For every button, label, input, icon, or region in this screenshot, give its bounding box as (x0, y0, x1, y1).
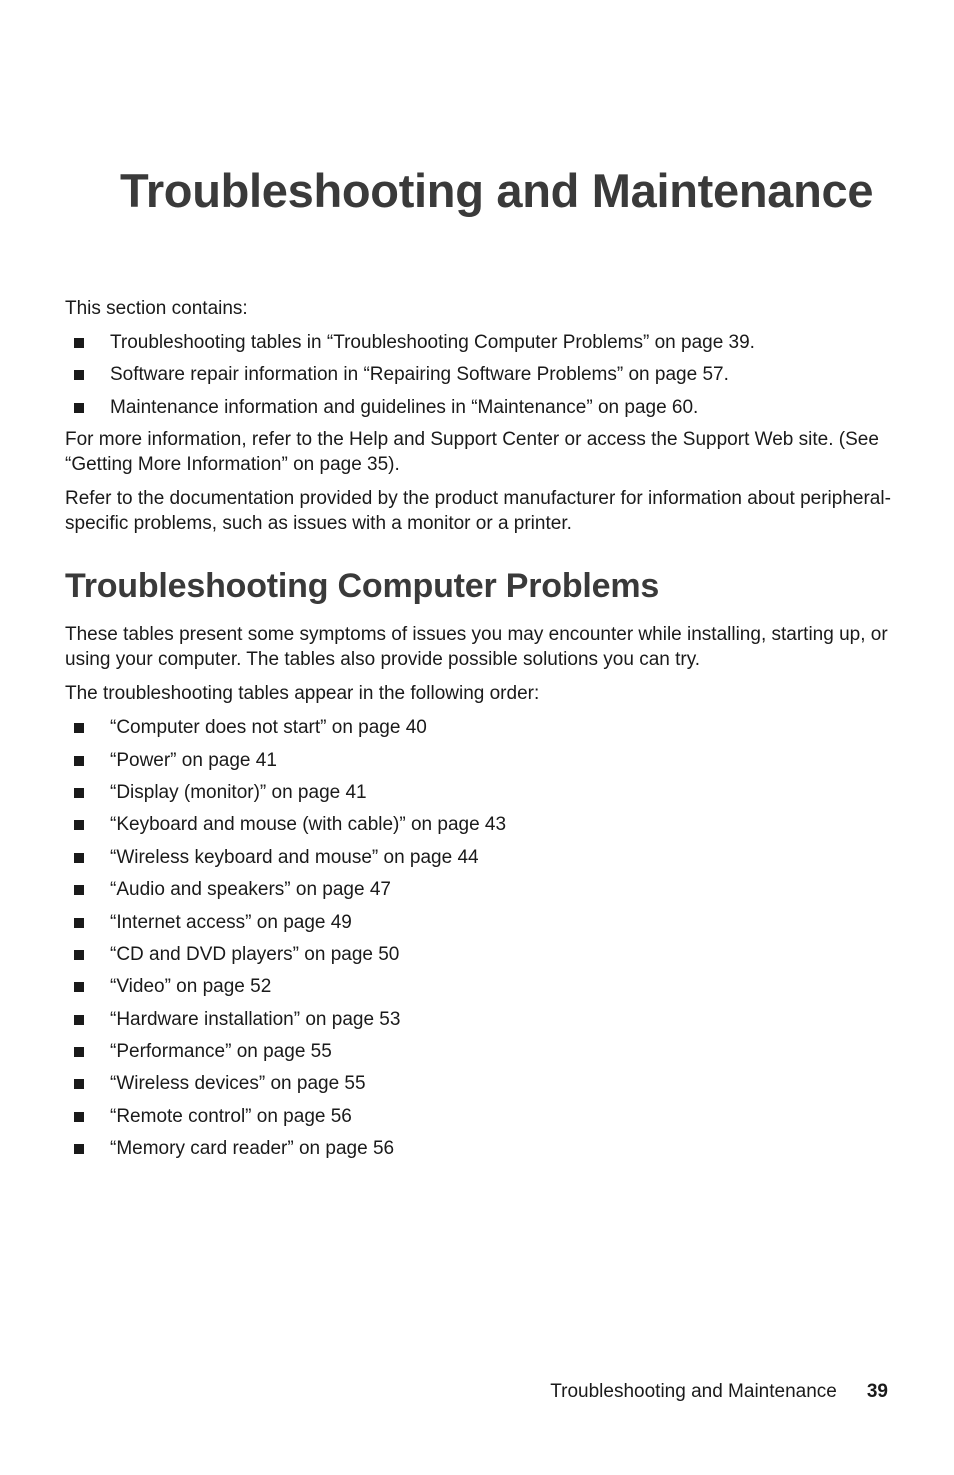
list-item (65, 748, 895, 773)
square-bullet-icon (74, 403, 84, 413)
list-item (65, 845, 895, 870)
list-item-text: “Audio and speakers” on page 47 (110, 879, 391, 901)
list-item (65, 1007, 895, 1032)
square-bullet-icon (74, 885, 84, 895)
list-item (65, 910, 895, 935)
list-item-text: “Remote control” on page 56 (110, 1105, 352, 1127)
list-item-text: “Internet access” on page 49 (110, 911, 352, 933)
square-bullet-icon (74, 370, 84, 380)
list-item (65, 1104, 895, 1129)
list-item-text: Software repair information in “Repairing Software Problems” on page 57. (110, 364, 729, 386)
square-bullet-icon (74, 788, 84, 798)
list-item-text: “Computer does not start” on page 40 (110, 717, 427, 739)
list-item (65, 780, 895, 805)
list-item (65, 1136, 895, 1161)
square-bullet-icon (74, 1047, 84, 1057)
intro-bullet-list (65, 330, 895, 420)
list-item-text: “Wireless keyboard and mouse” on page 44 (110, 846, 479, 868)
page-content (65, 296, 895, 1169)
list-item (65, 942, 895, 967)
intro-lead: This section contains: (65, 298, 248, 319)
list-item-text: “Memory card reader” on page 56 (110, 1138, 395, 1160)
square-bullet-icon (74, 723, 84, 733)
square-bullet-icon (74, 1144, 84, 1154)
square-bullet-icon (74, 756, 84, 766)
list-item-text: “Hardware installation” on page 53 (110, 1008, 401, 1030)
square-bullet-icon (74, 950, 84, 960)
list-item-text: Troubleshooting tables in “Troubleshooting Computer Problems” on page 39. (110, 332, 755, 353)
square-bullet-icon (74, 853, 84, 863)
section-paragraph-tables: These tables present some symptoms of issues you may encounter while installing, starting up, or using your computer. The tables also provide possible solutions you can try. (65, 624, 888, 671)
list-item-text: Maintenance information and guidelines in “Maintenance” on page 60. (110, 396, 699, 418)
intro-paragraph-more-info: For more information, refer to the Help and Support Center or access the Support Web site. (See “Getting More Information” on page 35). (65, 429, 879, 476)
square-bullet-icon (74, 918, 84, 928)
list-item-text: “Video” on page 52 (110, 976, 272, 998)
footer-page-number: 39 (866, 1381, 888, 1402)
list-item (65, 877, 895, 902)
list-item (65, 362, 895, 387)
square-bullet-icon (74, 1112, 84, 1122)
list-item (65, 812, 895, 837)
section-heading: Troubleshooting Computer Problems (65, 567, 660, 606)
square-bullet-icon (74, 1079, 84, 1089)
list-item-text: “Performance” on page 55 (110, 1041, 332, 1063)
square-bullet-icon (74, 338, 84, 348)
square-bullet-icon (74, 1015, 84, 1025)
intro-paragraph-documentation: Refer to the documentation provided by the product manufacturer for information about peripheral-specific problems, such as issues with a monitor or a printer. (65, 488, 891, 535)
page-title: Troubleshooting and Maintenance (120, 164, 874, 217)
list-item (65, 715, 895, 740)
list-item (65, 1071, 895, 1096)
list-item (65, 974, 895, 999)
footer-chapter-title: Troubleshooting and Maintenance (550, 1381, 837, 1402)
list-item-text: “Display (monitor)” on page 41 (110, 781, 367, 803)
list-item (65, 395, 895, 420)
square-bullet-icon (74, 820, 84, 830)
list-item-text: “Keyboard and mouse (with cable)” on page 43 (110, 814, 507, 836)
troubleshooting-table-list (65, 715, 895, 1161)
page-footer (550, 1381, 888, 1403)
list-item-text: “Wireless devices” on page 55 (110, 1073, 366, 1095)
list-item (65, 1039, 895, 1064)
list-item (65, 330, 895, 355)
list-item-text: “CD and DVD players” on page 50 (110, 943, 400, 965)
square-bullet-icon (74, 982, 84, 992)
list-item-text: “Power” on page 41 (110, 749, 277, 771)
section-paragraph-order: The troubleshooting tables appear in the following order: (65, 683, 540, 705)
